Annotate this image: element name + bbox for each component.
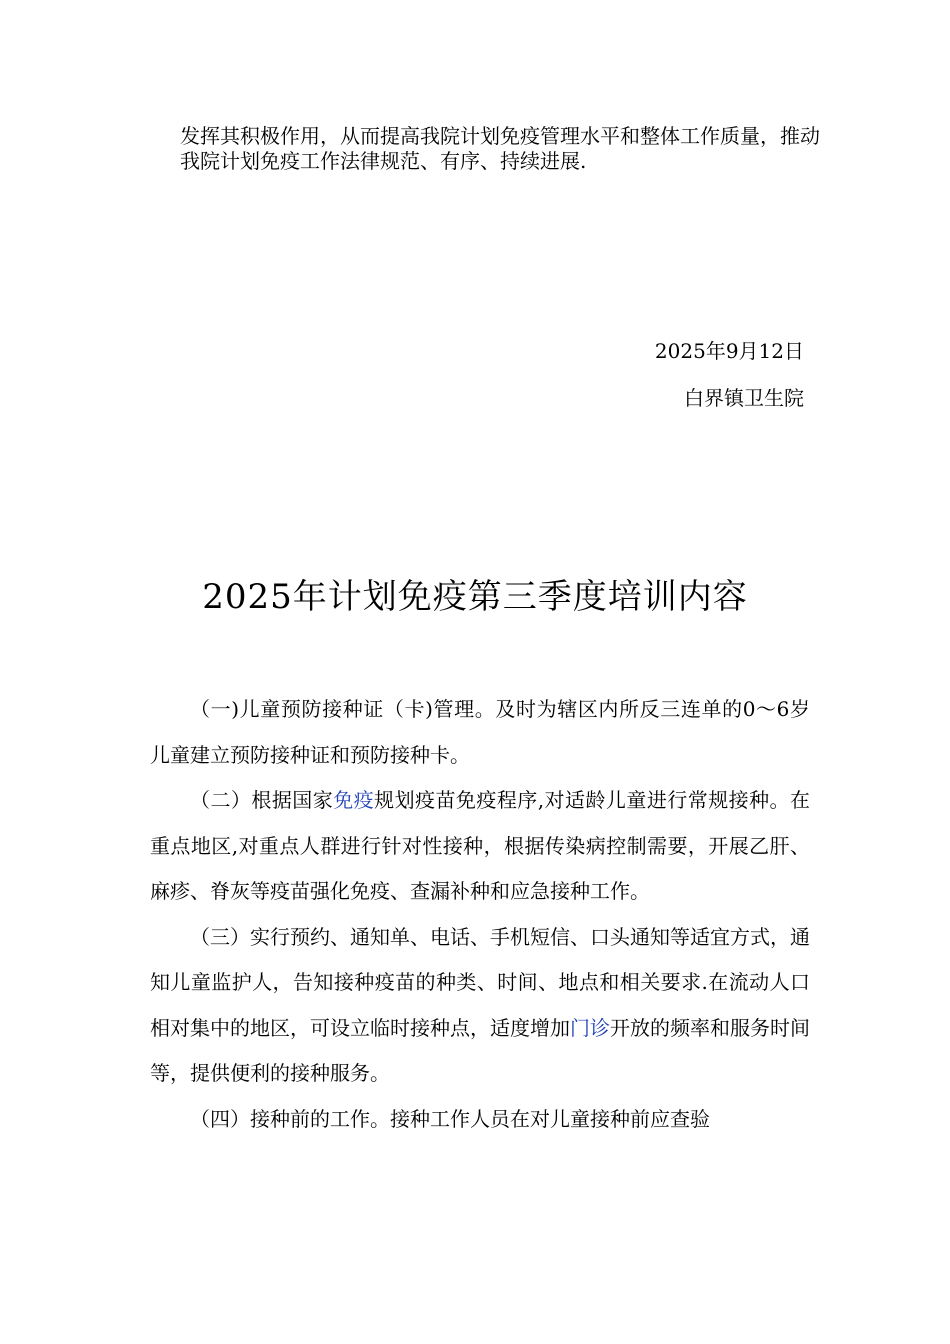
signature-date: 2025年9月12日 <box>654 339 804 363</box>
body-text <box>150 687 810 1142</box>
paragraph-3 <box>150 915 810 1097</box>
clinic-link[interactable]: 门诊 <box>570 1015 610 1040</box>
paragraph-3-text-end: 开放的频率和服务时间等，提供便利的接种服务。 <box>150 1015 810 1085</box>
signature-organization: 白界镇卫生院 <box>684 386 804 410</box>
paragraph-3-text-start: （三）实行预约、通知单、电话、手机短信、口头通知等适宜方式，通知儿童监护人，告知接种疫苗的种类、时间、地点和相关要求.在流动人口相对集中的地区，可设立临时接种点，适度增加 <box>150 924 810 1040</box>
paragraph-1: （一)儿童预防接种证（卡)管理。及时为辖区内所反三连单的0～6岁儿童建立预防接种证和预防接种卡。 <box>150 697 810 767</box>
paragraph-2-text-start: （二）根据国家 <box>190 788 334 812</box>
paragraph-2 <box>150 778 810 915</box>
paragraph-2-text-end: 规划疫苗免疫程序,对适龄儿童进行常规接种。在重点地区,对重点人群进行针对性接种，根据传染病控制需要，开展乙肝、麻疹、脊灰等疫苗强化免疫、查漏补种和应急接种工作。 <box>150 788 811 903</box>
document-title: 2025年计划免疫第三季度培训内容 <box>202 577 748 617</box>
immunization-link[interactable]: 免疫 <box>333 788 375 812</box>
continued-paragraph: 发挥其积极作用，从而提高我院计划免疫管理水平和整体工作质量，推动我院计划免疫工作法律规范、有序、持续进展. <box>180 124 820 173</box>
paragraph-4: （四）接种前的工作。接种工作人员在对儿童接种前应查验 <box>190 1106 710 1131</box>
